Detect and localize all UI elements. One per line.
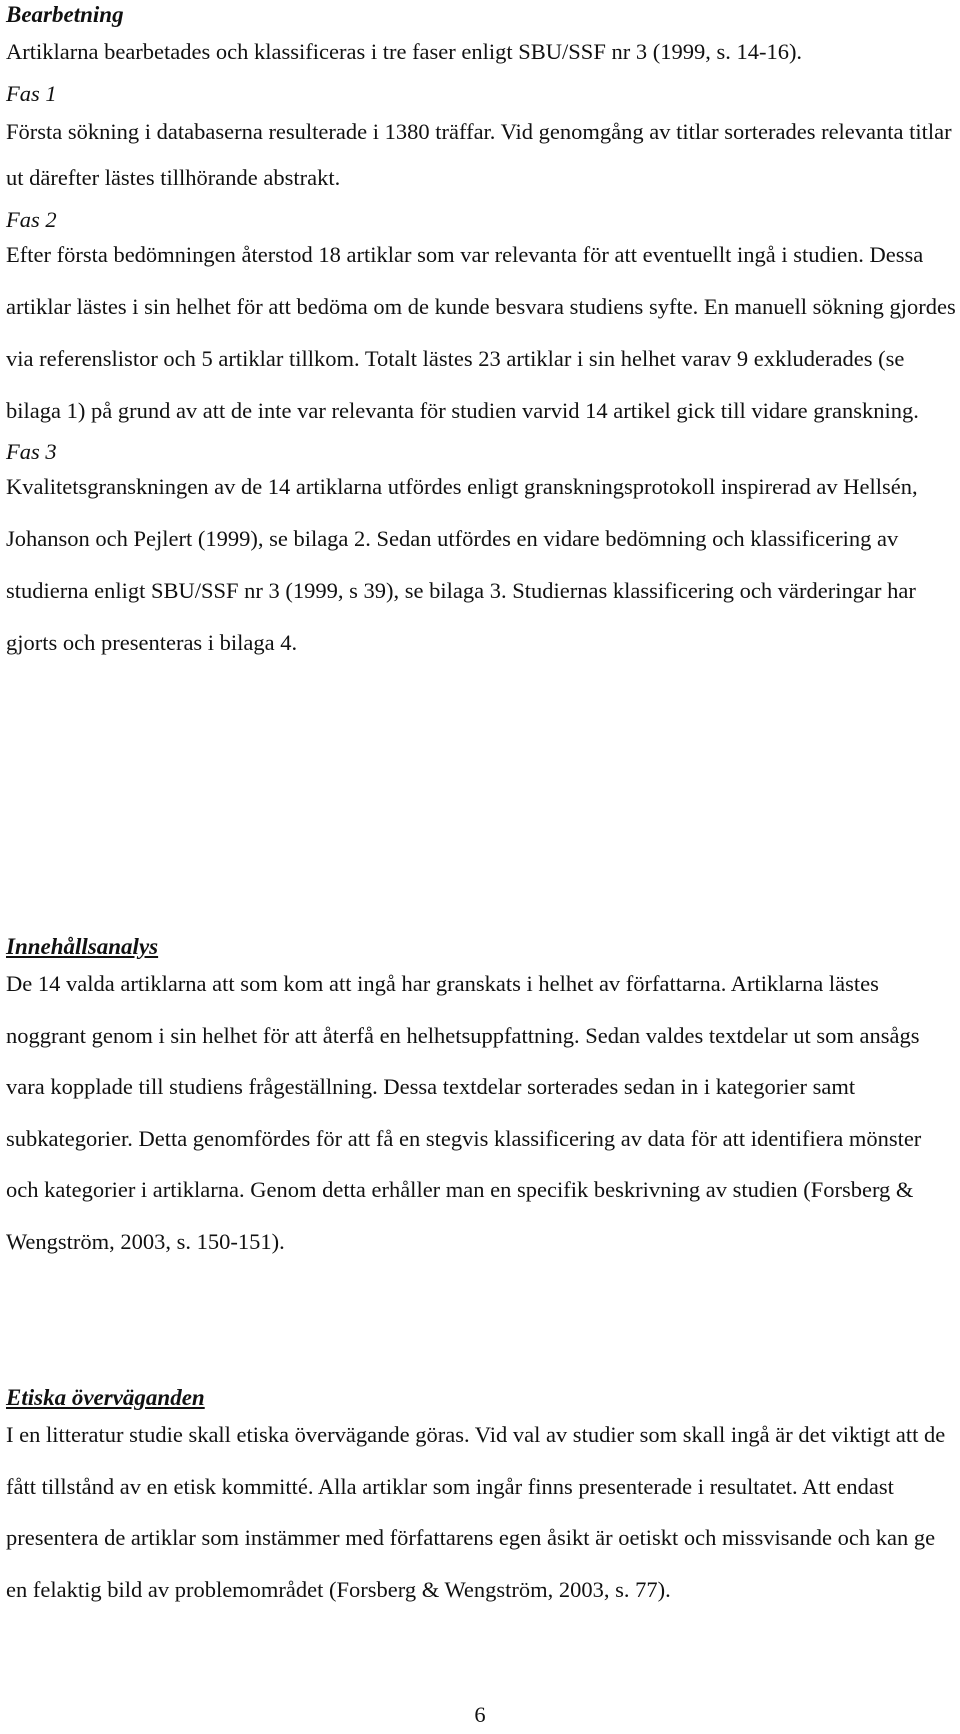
paragraph-fas-2: Efter första bedömningen återstod 18 artiklar som var relevanta för att eventuellt ingå i studien. Dessa artiklar lästes i sin helhet för att bedöma om de kunde besvara studiens syfte. En manuell sökning gjordes via referenslistor och 5 artiklar tillkom. Totalt lästes 23 artiklar i sin helhet varav 9 exkluderades (se bilaga 1) på grund av att de inte var relevanta för studien varvid 14 artikel gick till vidare granskning. [6, 242, 956, 423]
section-innehallsanalys [6, 932, 956, 1267]
paragraph-fas-1: Första sökning i databaserna resulterade i 1380 träffar. Vid genomgång av titlar sorterades relevanta titlar ut därefter lästes tillhörande abstrakt. [6, 119, 952, 190]
subheading-fas-3: Fas 3 [6, 439, 57, 464]
paragraph-bearbetning-intro: Artiklarna bearbetades och klassificeras i tre faser enligt SBU/SSF nr 3 (1999, s. 14-16). [6, 39, 803, 64]
heading-innehallsanalys: Innehållsanalys [6, 934, 159, 959]
paragraph-fas-3: Kvalitetsgranskningen av de 14 artiklarna utfördes enligt granskningsprotokoll inspirerad av Hellsén, Johanson och Pejlert (1999), se bilaga 2. Sedan utfördes en vidare bedömning och klassificering av studierna enligt SBU/SSF nr 3 (1999, s 39), se bilaga 3. Studiernas klassificering och värderingar har gjorts och presenteras i bilaga 4. [6, 474, 918, 655]
subheading-fas-1: Fas 1 [6, 81, 57, 106]
section-etiska [6, 1383, 956, 1615]
section-bearbetning [6, 0, 956, 669]
page-number: 6 [474, 1702, 486, 1727]
subheading-fas-2: Fas 2 [6, 207, 57, 232]
paragraph-innehallsanalys: De 14 valda artiklarna att som kom att ingå har granskats i helhet av författarna. Artiklarna lästes noggrant genom i sin helhet för att återfå en helhetsuppfattning. Sedan valdes textdelar ut som ansågs vara kopplade till studiens frågeställning. Dessa textdelar sorterades sedan in i kategorier samt subkategorier. Detta genomfördes för att få en stegvis klassificering av data för att identifiera mönster och kategorier i artiklarna. Genom detta erhåller man en specifik beskrivning av studien (Forsberg & Wengström, 2003, s. 150-151). [6, 971, 922, 1254]
paragraph-etiska: I en litteratur studie skall etiska övervägande göras. Vid val av studier som skall ingå är det viktigt att de fått tillstånd av en etisk kommitté. Alla artiklar som ingår finns presenterade i resultatet. Att endast presentera de artiklar som instämmer med författarens egen åsikt är oetiskt och missvisande och kan ge en felaktig bild av problemområdet (Forsberg & Wengström, 2003, s. 77). [6, 1422, 946, 1602]
heading-etiska: Etiska överväganden [6, 1385, 205, 1410]
heading-bearbetning: Bearbetning [6, 2, 124, 27]
